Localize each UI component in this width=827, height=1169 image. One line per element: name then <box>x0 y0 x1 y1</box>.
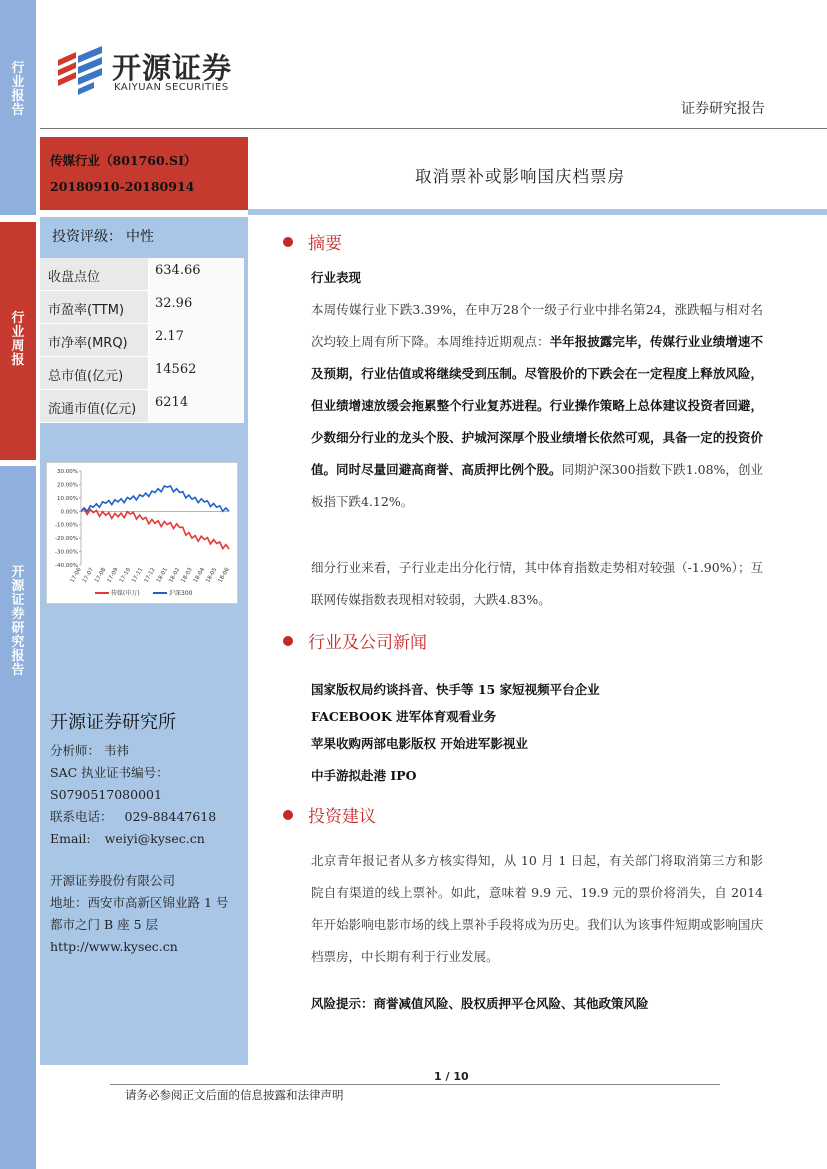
risk-warning: 风险提示：商誉减值风险、股权质押平仓风险、其他政策风险 <box>311 996 649 1011</box>
metric-value: 32.96 <box>148 291 244 323</box>
metric-label: 市净率(MRQ) <box>40 324 148 356</box>
address-line-2: 都市之门 B 座 5 层 <box>50 917 159 932</box>
y-tick-label: -10.00% <box>55 522 78 529</box>
advice-title: 投资建议 <box>308 807 376 827</box>
news-title: 行业及公司新闻 <box>308 633 427 653</box>
legend-label: 传媒(申万) <box>111 590 140 597</box>
email-label: Email: <box>50 831 91 846</box>
sidebar-label-weekly: 行 业 周 报 <box>11 311 25 368</box>
sidebar-strip-mid <box>0 222 36 460</box>
legend-label: 沪深300 <box>169 590 193 597</box>
banner-title: 取消票补或影响国庆档票房 <box>415 167 625 186</box>
y-tick-label: -30.00% <box>55 549 78 556</box>
page-number: 1 / 10 <box>434 1070 469 1083</box>
analyst-name: 韦祎 <box>104 743 130 758</box>
email-address[interactable]: weiyi@kysec.cn <box>104 831 205 846</box>
company-name: 开源证券股份有限公司 <box>50 873 176 888</box>
performance-text-c: 同期沪深300指数下跌1.08%，创业板指下跌4.12%。 <box>311 462 763 509</box>
news-item: 国家版权局约谈抖音、快手等 15 家短视频平台企业 <box>311 682 600 697</box>
metric-label: 总市值(亿元) <box>40 357 148 389</box>
disclaimer: 请务必参阅正文后面的信息披露和法律声明 <box>125 1088 344 1102</box>
analyst-line <box>50 740 216 762</box>
company-block <box>50 870 228 958</box>
y-tick-label: -20.00% <box>55 536 78 543</box>
metric-value: 14562 <box>148 357 244 389</box>
bullet-dot-icon <box>283 810 293 820</box>
x-tick-label: 18-02 <box>168 567 182 584</box>
industry-code: 传媒行业（801760.SI） <box>50 153 197 168</box>
y-tick-label: 10.00% <box>57 495 78 502</box>
rating-value: 中性 <box>126 229 154 245</box>
metric-label: 收盘点位 <box>40 258 148 290</box>
x-tick-label: 18-01 <box>155 567 170 584</box>
metric-label: 市盈率(TTM) <box>40 291 148 323</box>
metric-row <box>40 390 244 423</box>
x-tick-label: 18-04 <box>192 567 207 584</box>
logo-chinese-name: 开源证券 <box>112 51 233 85</box>
advice-paragraph: 北京青年报记者从多方核实得知，从 10 月 1 日起，有关部门将取消第三方和影院自有渠道的线上票补。如此，意味着 9.9 元、19.9 元的票价将消失，自 2014 年开始影响电影市场的线上票补手段将成为历史。我们认为该事件短期或影响国庆档票房，中长期有利于行业发展。 <box>311 853 763 964</box>
y-tick-label: 0.00% <box>60 509 78 516</box>
performance-text-a: 本周传媒行业下跌3.39%，在申万28个一级子行业中排名第24，涨跌幅与相对名次均较上周有所下降。本周维持近期观点： <box>311 302 763 349</box>
x-tick-label: 17-12 <box>143 567 157 584</box>
series-line-hs300 <box>81 486 229 511</box>
summary-title: 摘要 <box>308 234 342 254</box>
sidebar-strip-top <box>0 0 36 215</box>
y-tick-label: -40.00% <box>55 563 78 569</box>
logo-english-name: KAIYUAN SECURITIES <box>114 82 229 93</box>
rating <box>52 226 154 246</box>
phone-line <box>50 806 216 828</box>
institute-name: 开源证券研究所 <box>50 712 176 733</box>
metric-row <box>40 324 244 357</box>
metric-value: 2.17 <box>148 324 244 356</box>
advice-heading <box>283 802 376 827</box>
website-link[interactable]: http://www.kysec.cn <box>50 939 178 954</box>
metrics-table <box>40 258 244 423</box>
company-logo <box>54 44 244 100</box>
metric-value: 6214 <box>148 390 244 422</box>
y-tick-label: 20.00% <box>57 482 78 489</box>
metric-row <box>40 258 244 291</box>
banner-underline <box>248 209 827 215</box>
performance-chart <box>47 463 237 603</box>
bullet-dot-icon <box>283 237 293 247</box>
series-line-media <box>81 509 229 549</box>
news-heading <box>283 628 427 653</box>
subsector-paragraph: 细分行业来看，子行业走出分化行情，其中体育指数走势相对较强（-1.90%）；互联网传媒指数表现相对较弱，大跌4.83%。 <box>311 560 763 607</box>
email-line <box>50 828 216 850</box>
performance-subheading: 行业表现 <box>311 270 362 285</box>
sidebar-label-report: 行 业 报 告 <box>11 61 25 118</box>
rating-label: 投资评级： <box>52 229 122 245</box>
sidebar-label-research: 开 源 证 券 研 究 报 告 <box>11 565 25 678</box>
x-tick-label: 17-06 <box>69 567 83 584</box>
logo-mark-icon <box>54 46 106 96</box>
metric-row <box>40 357 244 390</box>
x-tick-label: 17-07 <box>81 567 96 584</box>
metric-label: 流通市值(亿元) <box>40 390 148 422</box>
x-tick-label: 17-08 <box>94 567 108 584</box>
x-tick-label: 17-09 <box>106 567 120 584</box>
x-tick-label: 17-11 <box>131 567 145 584</box>
performance-text-bold: 半年报披露完毕，传媒行业业绩增速不及预期，行业估值或将继续受到压制。尽管股价的下跌会在一定程度上释放风险，但业绩增速放缓会拖累整个行业复苏进程。行业操作策略上总体建议投资者回避，少数细分行业的龙头个股、护城河深厚个股业绩增长依然可观，具备一定的投资价值。同时尽量回避高商誉、高质押比例个股。 <box>311 334 763 477</box>
phone-number: 029-88447618 <box>124 809 217 824</box>
metric-row <box>40 291 244 324</box>
x-tick-label: 18-06 <box>217 567 231 584</box>
bullet-dot-icon <box>283 636 293 646</box>
header-rule <box>40 128 827 129</box>
banner-industry-box <box>40 137 248 210</box>
news-item: 苹果收购两部电影版权 开始进军影视业 <box>311 736 528 751</box>
footer-rule <box>110 1084 720 1085</box>
news-item: 中手游拟赴港 IPO <box>311 768 417 783</box>
x-tick-label: 18-03 <box>180 567 194 584</box>
x-tick-label: 18-05 <box>205 567 219 584</box>
news-item: FACEBOOK 进军体育观看业务 <box>311 709 497 724</box>
address-line-1: 地址：西安市高新区锦业路 1 号 <box>50 895 229 910</box>
sidebar-strip-bottom <box>0 466 36 1169</box>
report-type: 证券研究报告 <box>681 101 765 117</box>
cert-number: S0790517080001 <box>50 787 162 802</box>
contact-block <box>50 740 216 850</box>
report-period: 20180910-20180914 <box>50 179 195 194</box>
metric-value: 634.66 <box>148 258 244 290</box>
performance-paragraph <box>311 294 763 518</box>
cert-label: SAC 执业证书编号： <box>50 765 169 780</box>
chart-frame <box>46 462 238 604</box>
y-tick-label: 30.00% <box>57 469 78 475</box>
analyst-label: 分析师： <box>50 743 101 758</box>
x-tick-label: 17-10 <box>118 567 133 584</box>
summary-heading <box>283 229 342 254</box>
phone-label: 联系电话： <box>50 809 113 824</box>
